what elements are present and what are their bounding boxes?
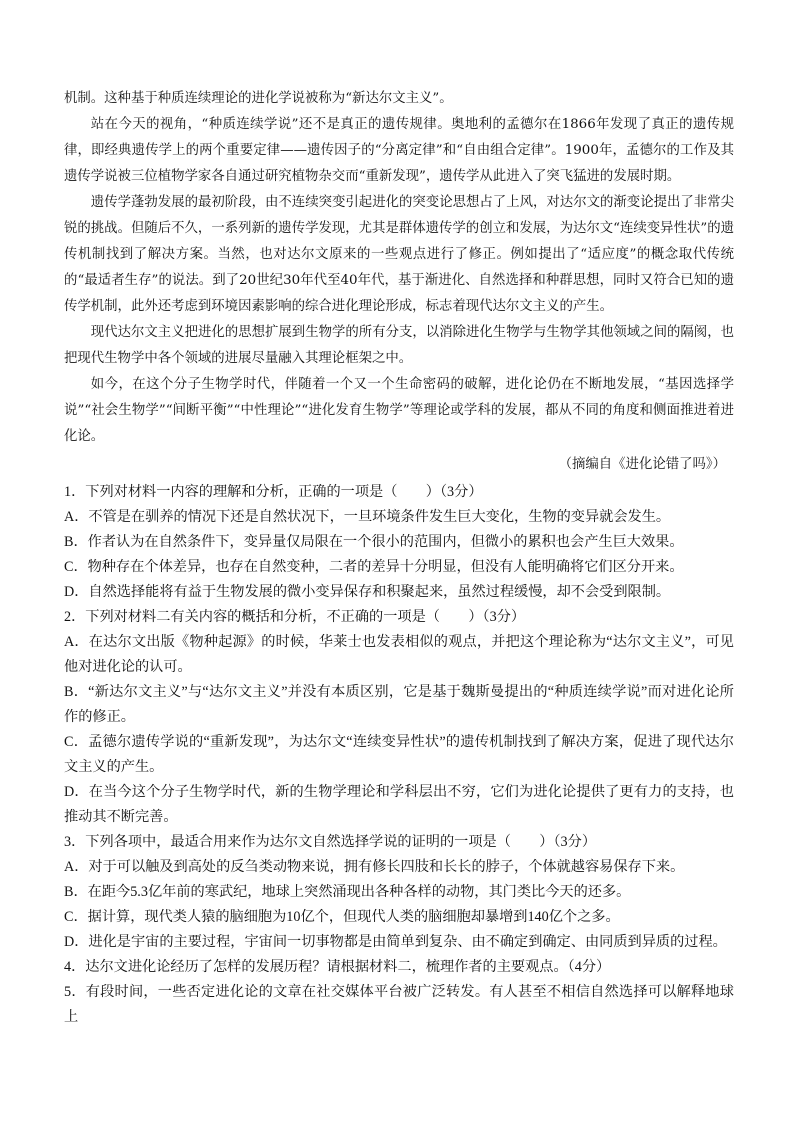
question-1-option-a: A．不管是在驯养的情况下还是自然状况下，一旦环境条件发生巨大变化，生物的变异就会发生。 [64, 509, 671, 525]
passage-paragraph: 机制。这种基于种质连续理论的进化学说被称为“新达尔文主义”。 [64, 91, 453, 106]
question-1-option-c: C．物种存在个体差异，也存在自然变种，二者的差异十分明显，但没有人能明确将它们区分开来。 [64, 559, 684, 575]
question-3-option-d: D．进化是宇宙的主要过程，宇宙间一切事物都是由简单到复杂、由不确定到确定、由同质到异质的过程。 [64, 934, 727, 950]
question-list [64, 480, 734, 1030]
question-5-stem: 5．有段时间，一些否定进化论的文章在社交媒体平台被广泛转发。有人甚至不相信自然选择可以解释地球上 [64, 984, 734, 1025]
passage-source: （摘编自《进化论错了吗》） [558, 457, 726, 472]
passage-paragraph: 如今，在这个分子生物学时代，伴随着一个又一个生命密码的破解，进化论仍在不断地发展，“基因选择学说”“社会生物学”“间断平衡”“中性理论”“进化发育生物学”等理论或学科的发展，都从不同的角度和侧面推进着进化论。 [64, 377, 734, 444]
question-2-stem: 2．下列对材料二有关内容的概括和分析，不正确的一项是（ ）（3分） [64, 609, 526, 625]
question-2-option-c: C．孟德尔遗传学说的“重新发现”，为达尔文“连续变异性状”的遗传机制找到了解决方案，促进了现代达尔文主义的产生。 [64, 734, 734, 775]
question-3-stem: 3．下列各项中，最适合用来作为达尔文自然选择学说的证明的一项是（ ）（3分） [64, 834, 597, 850]
question-2-option-a: A．在达尔文出版《物种起源》的时候，华莱士也发表相似的观点，并把这个理论称为“达尔文主义”，可见他对进化论的认可。 [64, 634, 734, 675]
passage-paragraph: 站在今天的视角，“种质连续学说”还不是真正的遗传规律。奥地利的孟德尔在1866年发现了真正的遗传规律，即经典遗传学上的两个重要定律——遗传因子的“分离定律”和“自由组合定律”。1900年，孟德尔的工作及其遗传学说被三位植物学家各自通过研究植物杂交而“重新发现”，遗传学从此进入了突飞猛进的发展时期。 [64, 117, 734, 184]
question-1-option-d: D．自然选择能将有益于生物发展的微小变异保存和积聚起来，虽然过程缓慢，却不会受到限制。 [64, 584, 671, 600]
passage-paragraph: 遗传学蓬勃发展的最初阶段，由不连续突变引起进化的突变论思想占了上风，对达尔文的渐变论提出了非常尖锐的挑战。但随后不久，一系列新的遗传学发现，尤其是群体遗传学的创立和发展，为达尔文“连续变异性状”的遗传机制找到了解决方案。当然，也对达尔文原来的一些观点进行了修正。例如提出了“适应度”的概念取代传统的“最适者生存”的说法。到了20世纪30年代至40年代，基于渐进化、自然选择和种群思想，同时又符合已知的遗传学机制，此外还考虑到环境因素影响的综合进化理论形成，标志着现代达尔文主义的产生。 [64, 195, 734, 314]
question-2-option-d: D．在当今这个分子生物学时代，新的生物学理论和学科层出不穷，它们为进化论提供了更有力的支持，也推动其不断完善。 [64, 784, 734, 825]
passage-paragraph: 现代达尔文主义把进化的思想扩展到生物学的所有分支，以消除进化生物学与生物学其他领域之间的隔阂，也把现代生物学中各个领域的进展尽量融入其理论框架之中。 [64, 325, 734, 366]
question-1-option-b: B．作者认为在自然条件下，变异量仅局限在一个很小的范围内，但微小的累积也会产生巨大效果。 [64, 534, 684, 550]
question-2-option-b: B．“新达尔文主义”与“达尔文主义”并没有本质区别，它是基于魏斯曼提出的“种质连续学说”而对进化论所作的修正。 [64, 684, 734, 725]
question-3-option-a: A．对于可以触及到高处的反刍类动物来说，拥有修长四肢和长长的脖子，个体就越容易保存下来。 [64, 859, 685, 875]
reading-passage [64, 86, 734, 478]
question-3-option-b: B．在距今5.3亿年前的寒武纪，地球上突然涌现出各种各样的动物，其门类比今天的还多。 [64, 884, 631, 900]
question-4-stem: 4．达尔文进化论经历了怎样的发展历程？请根据材料二，梳理作者的主要观点。（4分） [64, 959, 611, 975]
question-3-option-c: C．据计算，现代类人猿的脑细胞为10亿个，但现代人类的脑细胞却暴增到140亿个之多。 [64, 909, 620, 925]
question-1-stem: 1．下列对材料一内容的理解和分析，正确的一项是（ ）（3分） [64, 484, 483, 500]
